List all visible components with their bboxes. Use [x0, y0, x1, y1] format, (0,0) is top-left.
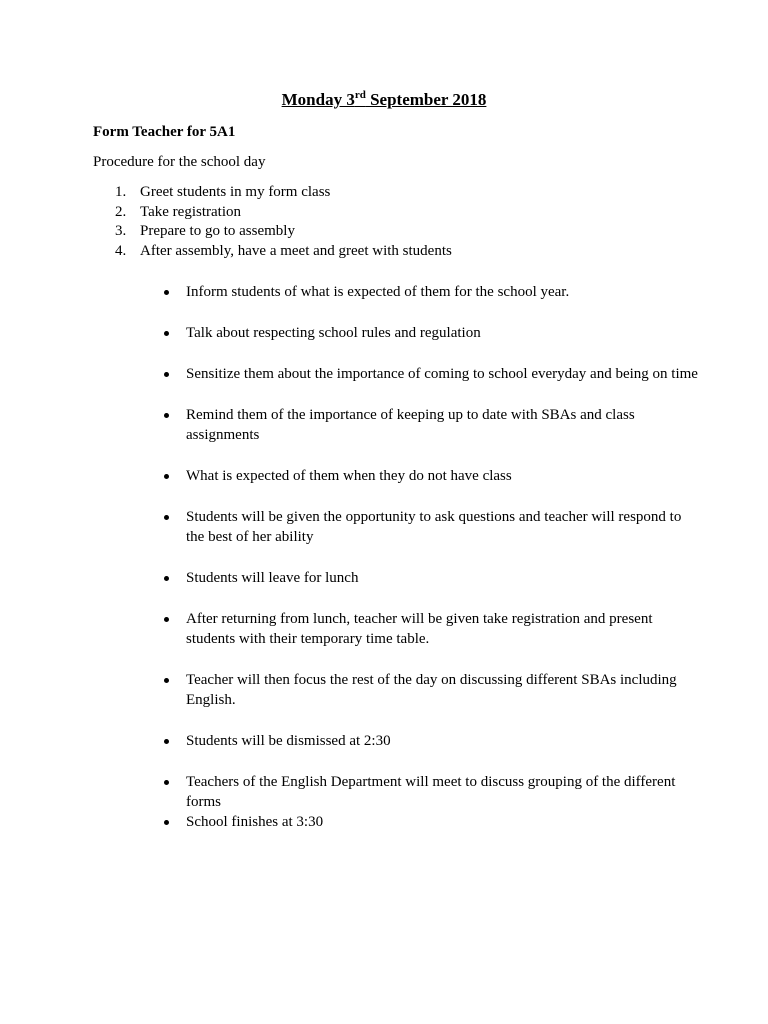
step-text: Take registration [140, 203, 241, 220]
numbered-step [93, 203, 452, 223]
step-text: Greet students in my form class [140, 184, 331, 200]
bullet-item [160, 323, 700, 343]
title-suffix: September 2018 [365, 90, 487, 109]
step-text: After assembly, have a meet and greet with students [140, 242, 452, 259]
bullet-item [160, 670, 700, 710]
bullet-text: Sensitize them about the importance of coming to school everyday and being on time [186, 366, 698, 382]
bullet-item [160, 466, 700, 486]
numbered-step [93, 242, 452, 262]
title-superscript: rd [354, 89, 366, 101]
bullet-dot-icon [164, 576, 169, 581]
bullet-dot-icon [164, 372, 169, 377]
bullet-dot-icon [164, 739, 169, 744]
bullet-text: Students will be given the opportunity to ask questions and teacher will respond to the best of her ability [186, 509, 682, 545]
bullet-item [160, 772, 700, 812]
bullet-dot-icon [164, 820, 169, 825]
bullet-dot-icon [164, 515, 169, 520]
bullet-dot-icon [164, 617, 169, 622]
bullet-text: Students will leave for lunch [186, 570, 359, 586]
step-number: 3. [115, 223, 127, 239]
step-number: 2. [115, 203, 127, 220]
bullet-dot-icon [164, 474, 169, 479]
bullet-text: Inform students of what is expected of them for the school year. [186, 284, 570, 300]
bullet-item [160, 507, 700, 547]
bullet-item [160, 405, 700, 445]
bullet-dot-icon [164, 780, 169, 785]
bullet-text: Students will be dismissed at 2:30 [186, 733, 391, 749]
bullet-text: Talk about respecting school rules and regulation [186, 325, 481, 341]
step-number: 1. [115, 184, 127, 200]
step-number: 4. [115, 242, 127, 259]
document-title [0, 88, 768, 112]
bullet-text: School finishes at 3:30 [186, 814, 324, 830]
numbered-steps-list [93, 183, 452, 261]
bullet-text: Teacher will then focus the rest of the day on discussing different SBAs including English. [186, 672, 677, 708]
numbered-step [93, 183, 452, 203]
bullet-dot-icon [164, 290, 169, 295]
bullet-dot-icon [164, 331, 169, 336]
numbered-step [93, 222, 452, 242]
bullet-list [160, 282, 700, 832]
bullet-item [160, 731, 700, 751]
bullet-text: Remind them of the importance of keeping up to date with SBAs and class assignments [186, 407, 635, 443]
bullet-dot-icon [164, 678, 169, 683]
bullet-item [160, 568, 700, 588]
bullet-item [160, 812, 700, 832]
intro-text: Procedure for the school day [93, 154, 266, 170]
step-text: Prepare to go to assembly [140, 223, 295, 239]
bullet-dot-icon [164, 413, 169, 418]
bullet-text: After returning from lunch, teacher will be given take registration and present students with their temporary time table. [186, 611, 653, 647]
bullet-text: What is expected of them when they do not have class [186, 468, 512, 484]
section-heading: Form Teacher for 5A1 [93, 124, 236, 140]
bullet-text: Teachers of the English Department will meet to discuss grouping of the different forms [186, 774, 676, 810]
title-prefix: Monday 3 [281, 90, 355, 109]
bullet-item [160, 282, 700, 302]
bullet-item [160, 609, 700, 649]
bullet-item [160, 364, 700, 384]
